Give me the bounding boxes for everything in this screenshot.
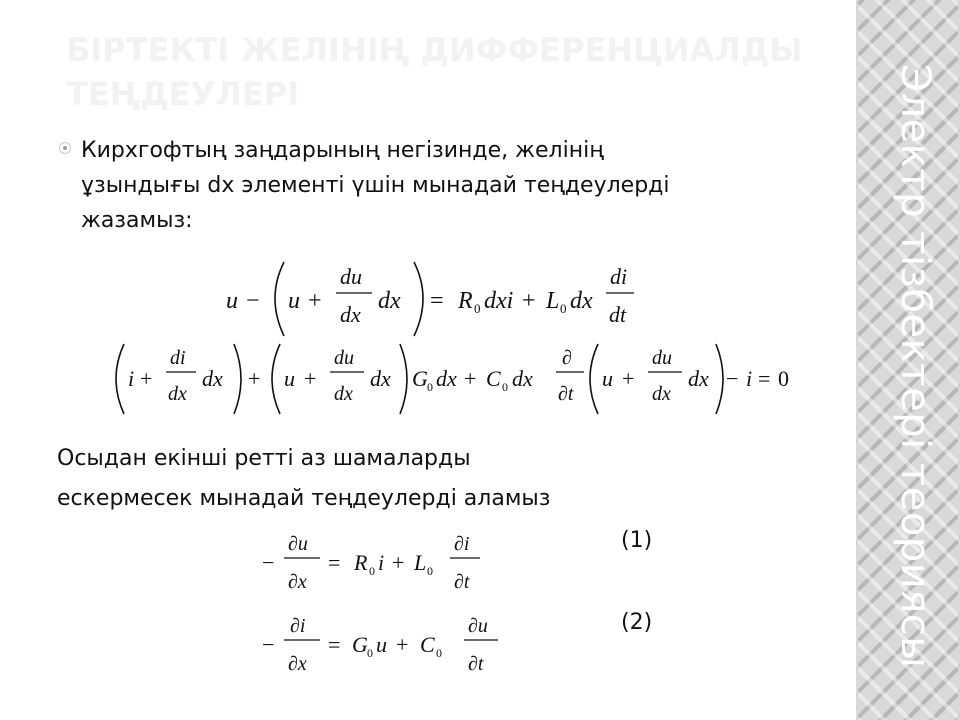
svg-text:∂t: ∂t (468, 653, 484, 675)
svg-text:0: 0 (436, 646, 442, 660)
svg-text:∂u: ∂u (468, 615, 488, 637)
svg-text:∂u: ∂u (288, 533, 308, 555)
svg-text:+: + (392, 550, 405, 575)
svg-text:dx: dx (370, 366, 391, 391)
equation-kirchhoff-voltage (226, 256, 666, 340)
svg-text:R: R (354, 550, 368, 575)
svg-text:=: = (758, 366, 771, 391)
svg-text:dx: dx (570, 288, 593, 314)
svg-text:dx: dx (512, 366, 533, 391)
svg-text:∂i: ∂i (290, 615, 306, 637)
svg-text:+: + (464, 366, 477, 391)
svg-text:dx: dx (652, 383, 671, 405)
svg-text:G: G (412, 366, 428, 391)
svg-text:+: + (522, 288, 536, 314)
svg-text:=: = (328, 632, 341, 657)
svg-text:−: − (262, 550, 275, 575)
text-line-1: Осыдан екінші ретті аз шамаларды (57, 446, 471, 471)
svg-text:C: C (420, 632, 435, 657)
svg-text:dx: dx (340, 302, 361, 327)
svg-text:∂x: ∂x (288, 653, 307, 675)
bullet-text: Кирхгофтың заңдарының негізинде, желінің ұзындығы dx элементі үшін мынадай теңдеулерді жазамыз: (81, 138, 670, 233)
svg-text:G: G (352, 632, 368, 657)
svg-text:∂t: ∂t (454, 571, 470, 593)
svg-text:dxi: dxi (484, 288, 514, 314)
svg-text:+: + (396, 632, 409, 657)
svg-text:0: 0 (427, 380, 433, 394)
svg-text:−: − (262, 632, 275, 657)
svg-text:du: du (652, 347, 672, 369)
telegraph-equation-2 (262, 612, 512, 684)
svg-text:L: L (414, 550, 427, 575)
svg-text:∂i: ∂i (454, 533, 470, 555)
svg-text:u: u (602, 366, 613, 391)
svg-text:L: L (546, 288, 560, 314)
equation-number-2: (2) (621, 610, 653, 635)
svg-text:=: = (430, 288, 444, 314)
svg-text:0: 0 (502, 380, 508, 394)
svg-text:dx: dx (168, 383, 187, 405)
svg-text:+: + (248, 366, 261, 391)
equation-number-1: (1) (621, 528, 653, 553)
side-title: Электр тізбектері теориясы (892, 64, 938, 669)
svg-text:∂x: ∂x (288, 571, 307, 593)
svg-text:du: du (340, 264, 362, 289)
svg-text:∂t: ∂t (558, 383, 574, 405)
telegraph-equation-1 (262, 530, 502, 602)
svg-text:di: di (170, 347, 186, 369)
svg-text:+: + (622, 366, 635, 391)
svg-text:du: du (334, 347, 354, 369)
bullet-icon (59, 142, 71, 154)
slide-title: БІРТЕКТІ ЖЕЛІНІҢ ДИФФЕРЕНЦИАЛДЫ ТЕҢДЕУЛЕРІ (66, 31, 803, 113)
svg-text:−: − (246, 288, 260, 314)
svg-text:+: + (304, 366, 317, 391)
svg-text:dx: dx (334, 383, 353, 405)
svg-text:dx: dx (436, 366, 457, 391)
svg-text:dx: dx (378, 288, 401, 314)
svg-text:C: C (486, 366, 501, 391)
svg-text:0: 0 (778, 366, 789, 391)
svg-text:∂: ∂ (562, 347, 572, 369)
svg-text:u: u (284, 366, 295, 391)
svg-text:di: di (610, 264, 628, 289)
svg-text:R: R (458, 288, 473, 314)
svg-text:+: + (308, 288, 322, 314)
svg-text:−: − (726, 366, 739, 391)
text-line-2: ескермесек мынадай теңдеулерді аламыз (57, 486, 551, 511)
svg-text:0: 0 (369, 564, 375, 578)
svg-text:u: u (226, 288, 238, 314)
svg-text:dx: dx (688, 366, 709, 391)
svg-text:0: 0 (474, 301, 481, 316)
svg-text:u: u (376, 632, 387, 657)
equation-kirchhoff-current (114, 342, 789, 416)
svg-text:i: i (128, 366, 135, 391)
svg-text:=: = (328, 550, 341, 575)
svg-text:0: 0 (560, 301, 567, 316)
svg-text:i: i (378, 550, 385, 575)
svg-text:+: + (140, 366, 153, 391)
svg-text:i: i (746, 366, 753, 391)
svg-text:u: u (288, 288, 300, 314)
svg-text:dx: dx (202, 366, 223, 391)
svg-text:0: 0 (367, 646, 373, 660)
svg-text:0: 0 (427, 564, 433, 578)
svg-text:dt: dt (609, 302, 627, 327)
